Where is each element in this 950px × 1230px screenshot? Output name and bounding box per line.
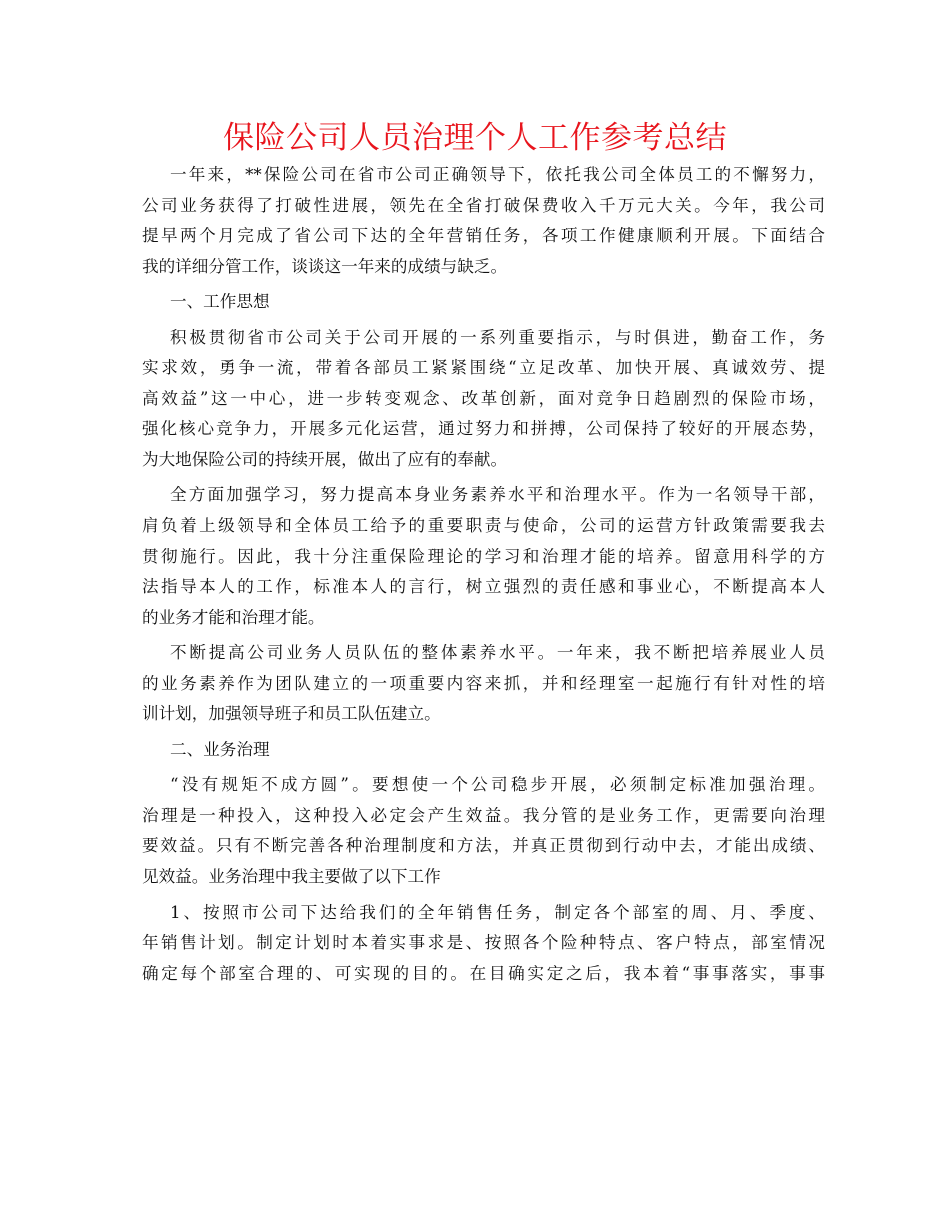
paragraph-line: 为大地保险公司的持续开展，做出了应有的奉献。 [142, 449, 508, 469]
paragraph-line: 贯彻施行。因此，我十分注重保险理论的学习和治理才能的培养。留意用科学的方 [142, 546, 825, 566]
paragraph-line: 1、按照市公司下达给我们的全年销售任务，制定各个部室的周、月、季度、 [170, 902, 825, 922]
paragraph-line: 高效益”这一中心，进一步转变观念、改革创新，面对竞争日趋剧烈的保险市场， [142, 388, 825, 408]
paragraph [142, 735, 825, 766]
paragraph-line: 积极贯彻省市公司关于公司开展的一系列重要指示，与时俱进，勤奋工作，务 [170, 327, 825, 347]
paragraph-line: 提早两个月完成了省公司下达的全年营销任务，各项工作健康顺利开展。下面结合 [142, 226, 825, 246]
paragraph-line: 全方面加强学习，努力提高本身业务素养水平和治理水平。作为一名领导干部， [170, 485, 825, 505]
paragraph-line: 治理是一种投入，这种投入必定会产生效益。我分管的是业务工作，更需要向治理 [142, 805, 825, 825]
document-body [142, 160, 825, 989]
paragraph [142, 480, 825, 633]
paragraph-line: 的业务才能和治理才能。 [142, 607, 325, 627]
paragraph-line: 二、业务治理 [170, 739, 270, 759]
paragraph-line: 年销售计划。制定计划时本着实事求是、按照各个险种特点、客户特点，部室情况 [142, 933, 825, 953]
paragraph-line: 法指导本人的工作，标准本人的言行，树立强烈的责任感和事业心，不断提高本人 [142, 577, 825, 597]
paragraph [142, 287, 825, 318]
paragraph-line: 我的详细分管工作，谈谈这一年来的成绩与缺乏。 [142, 256, 508, 276]
paragraph-line: 强化核心竞争力，开展多元化运营，通过努力和拼搏，公司保持了较好的开展态势， [142, 419, 825, 439]
paragraph-line: “没有规矩不成方圆”。要想使一个公司稳步开展，必须制定标准加强治理。 [170, 775, 825, 795]
paragraph-line: 确定每个部室合理的、可实现的目的。在目确实定之后，我本着“事事落实，事事 [142, 963, 825, 983]
paragraph-line: 的业务素养作为团队建立的一项重要内容来抓，并和经理室一起施行有针对性的培 [142, 673, 825, 693]
paragraph [142, 770, 825, 892]
paragraph-line: 训计划，加强领导班子和员工队伍建立。 [142, 704, 441, 724]
paragraph-line: 要效益。只有不断完善各种治理制度和方法，并真正贯彻到行动中去，才能出成绩、 [142, 836, 825, 856]
paragraph-line: 一、工作思想 [170, 292, 270, 312]
paragraph [142, 323, 825, 476]
document-title: 保险公司人员治理个人工作参考总结 [223, 120, 727, 156]
paragraph-line: 不断提高公司业务人员队伍的整体素养水平。一年来，我不断把培养展业人员 [170, 643, 825, 663]
paragraph [142, 160, 825, 282]
paragraph-line: 肩负着上级领导和全体员工给予的重要职责与使命，公司的运营方针政策需要我去 [142, 516, 825, 536]
paragraph-line: 实求效，勇争一流，带着各部员工紧紧围绕“立足改革、加快开展、真诚效劳、提 [142, 358, 825, 378]
paragraph [142, 638, 825, 730]
paragraph-line: 公司业务获得了打破性进展，领先在全省打破保费收入千万元大关。今年，我公司 [142, 195, 825, 215]
paragraph [142, 898, 825, 990]
paragraph-line: 见效益。业务治理中我主要做了以下工作 [142, 867, 441, 887]
paragraph-line: 一年来，**保险公司在省市公司正确领导下，依托我公司全体员工的不懈努力， [170, 165, 825, 184]
